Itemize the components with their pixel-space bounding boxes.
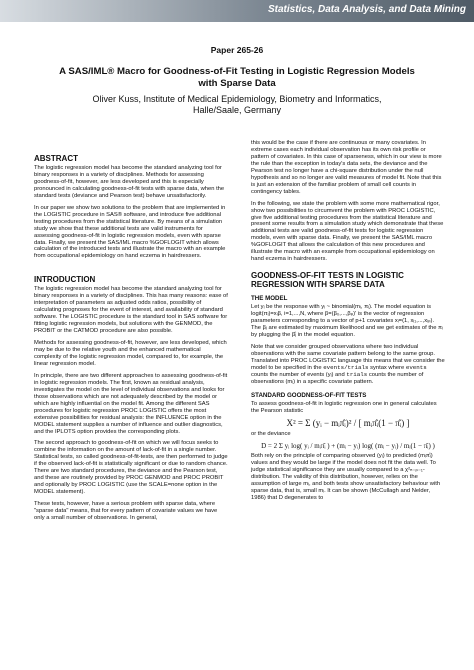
model-subheading: THE MODEL	[251, 295, 288, 303]
introduction-heading: INTRODUCTION	[34, 275, 96, 285]
code-events-trials: events/trials	[323, 363, 369, 371]
intro-paragraph-1: The logistic regression model has become the standard analyzing tool for binary responses in a variety of disciplines. This has many reasons: ease of interpretation of parameters as adjusted odds ratios, possibility of calculating prognoses for the event of interest, and availability of standard software. The LOGISTIC procedure is the standard tool in SAS software for fitting logistic regression models, but solutions with the GENMOD, the PROBIT or the CATMOD procedure are also possible.	[34, 286, 228, 335]
code-trials: trials	[346, 370, 368, 378]
paper-title: A SAS/IML® Macro for Goodness-of-Fit Testing in Logistic Regression Models with Sparse Data	[59, 66, 415, 89]
left-column	[34, 154, 228, 527]
gof-section-heading: GOODNESS-OF-FIT TESTS IN LOGISTIC REGRESSION WITH SPARSE DATA	[251, 271, 404, 290]
deviance-equation: D = 2 Σ yᵢ log( yᵢ / mᵢπ̂ᵢ ) + (mᵢ − yᵢ) log( (mᵢ − yᵢ) / mᵢ(1 − π̂ᵢ) )	[261, 441, 435, 450]
right-column	[251, 140, 445, 507]
paper-number: Paper 265-26	[210, 45, 264, 55]
intro-paragraph-5: These tests, however, have a serious problem with sparse data, where "sparse data" means, that for every pattern of covariate values we have only a small number of observations. In general,	[34, 501, 218, 521]
model-text-b: syntax where	[370, 364, 405, 371]
standard-tests-paragraph-2: Both rely on the principle of comparing observed (yᵢ) to predicted (mᵢπ̂ᵢ) values and they would be large if the model does not fit the data well. To judge statistical significance they are usually compared to a χ²ₙ₋ₚ₋₁-distribution. The validity of this distribution, however, relies on the assumption of large mᵢ, and both tests show unsatisfactory behaviour with sparse data, that is, small mᵢ. It can be shown (McCullagh and Nelder, 1986) that D degenerates to	[251, 453, 441, 502]
right-paragraph-1: this would be the case if there are continuous or many covariates. In extreme cases each individual observation has its own risk profile or pattern of covariates. In this case of sparseness, which in our view is more the rule than the exception in today's data sets, the deviance and the Pearson test no longer have a chi-square distribution under the null hypothesis and so no longer are valid measures of model fit. Note that this is just an extension of the familiar problem of small cell counts in contingency tables.	[251, 140, 442, 195]
model-text-a: Note that we consider grouped observations where two individual observations with the same covariate pattern belong to the same group. Translated into PROC LOGISTIC language this means that we consider the model to be specified in the	[251, 343, 445, 371]
model-text-c: counts the number of events (yᵢ) and	[251, 371, 345, 378]
author-line-2: Halle/Saale, Germany	[192, 105, 282, 115]
standard-tests-paragraph-1: To assess goodness-of-fit in logistic regression one in general calculates the Pearson statistic	[251, 400, 437, 414]
abstract-paragraph-1: The logistic regression model has become the standard analyzing tool for binary responses in a variety of disciplines. Methods for assessing goodness-of-fit, however, are less developed and this is especially pronounced in calculating goodness-of-fit tests with sparse data, when the standard tests (deviance and Pearson test) behave unsatisfactorily.	[34, 165, 225, 199]
intro-paragraph-2: Methods for assessing goodness-of-fit, however, are less developed, which may be due to the relative youth and the enhanced mathematical complexity of the logistic regression model, compared to, for example, the linear regression model.	[34, 340, 227, 367]
or-deviance-text: or the deviance	[251, 430, 291, 437]
banner-title: Statistics, Data Analysis, and Data Mining	[267, 4, 466, 15]
intro-paragraph-4: The second approach to goodness-of-fit on which we will focus seeks to combine the information on the amount of lack-of-fit in a single number. Statistical tests, so called goodness-of-fit-tests, are then performed to judge if the observed lack-of-fit is statistically significant or due to random chance. There are two standard procedures, the deviance and the Pearson test, and these are routinely provided by PROC GENMOD and PROC PROBIT and optionally by PROC LOGISTIC (use the SCALE=none option in the MODEL statement).	[34, 440, 228, 496]
abstract-paragraph-2: In our paper we show two solutions to the problem that are implemented in the LOGISTIC procedure in SAS® software, and introduce five additional testing procedures from the statistical literature. By means of a simulation study we show that these additional tests are valid instruments for assessing goodness-of-fit in logistic regression models, even with sparse data. Finally, we present the SAS/IML macro %GOFLOGIT which allows calculation of the introduced tests and illustrate the macro with an example from occupational epidemiology on hand eczema in hairdressers.	[34, 204, 226, 260]
standard-tests-subheading: STANDARD GOODNESS-OF-FIT TESTS	[251, 391, 367, 399]
model-text-d: counts the number of observations (mᵢ) in a specific covariate pattern.	[251, 371, 424, 385]
right-paragraph-2: In the following, we state the problem with some more mathematical rigor, show two possibilities to circumvent the problem with PROC LOGISTIC, give five additional testing procedures from the statistical literature and present some results from a simulation study which demonstrate that these additional tests are valid goodness-of-fit tests for logistic regression models, even with sparse data. Finally, we present the SAS/IML macro %GOFLOGIT that allows the calculation of this new procedures and illustrate the macro with an example from occupational epidemiology on hand eczema in hairdressers.	[251, 200, 444, 263]
pearson-equation: X² = Σ (yᵢ − mᵢπ̂ᵢ)² / [ mᵢπ̂ᵢ(1 − π̂ᵢ) ]	[286, 417, 410, 428]
code-events: events	[405, 363, 427, 371]
header-banner	[0, 0, 474, 22]
author-block	[40, 94, 434, 116]
model-paragraph-2	[251, 344, 445, 386]
intro-paragraph-3: In principle, there are two different approaches to assessing goodness-of-fit in logistic regression models. The first, known as residual analysis, investigates the model on the level of individual observations and looks for those observations which are not adequately described by the model or which are highly influential on the model fit. Among the different SAS procedures for logistic regression PROC LOGISTIC offers the most extensive possibilities for residual analysis: the INFLUENCE option in the MODEL statement supplies a number of influence and outlier diagnostics, and the IPLOTS option provides the corresponding plots.	[34, 372, 228, 435]
author-line-1: Oliver Kuss, Institute of Medical Epidemiology, Biometry and Informatics,	[92, 94, 382, 104]
abstract-heading: ABSTRACT	[34, 154, 78, 163]
model-paragraph-1: Let yᵢ be the response with yᵢ ~ binomial(mᵢ, πᵢ). The model equation is logit(πᵢ)=xᵢβ, i=1,...,N, where β=(β₀,...,βₚ)' is the vector of regression parameters corresponding to a vector of p+1 covariates xᵢ=(1, xᵢ₁,...,xᵢₚ). The βⱼ are estimated by maximum likelihood and we get estimates of the πᵢ by plugging the β̂ⱼ in the model equation.	[251, 304, 443, 339]
